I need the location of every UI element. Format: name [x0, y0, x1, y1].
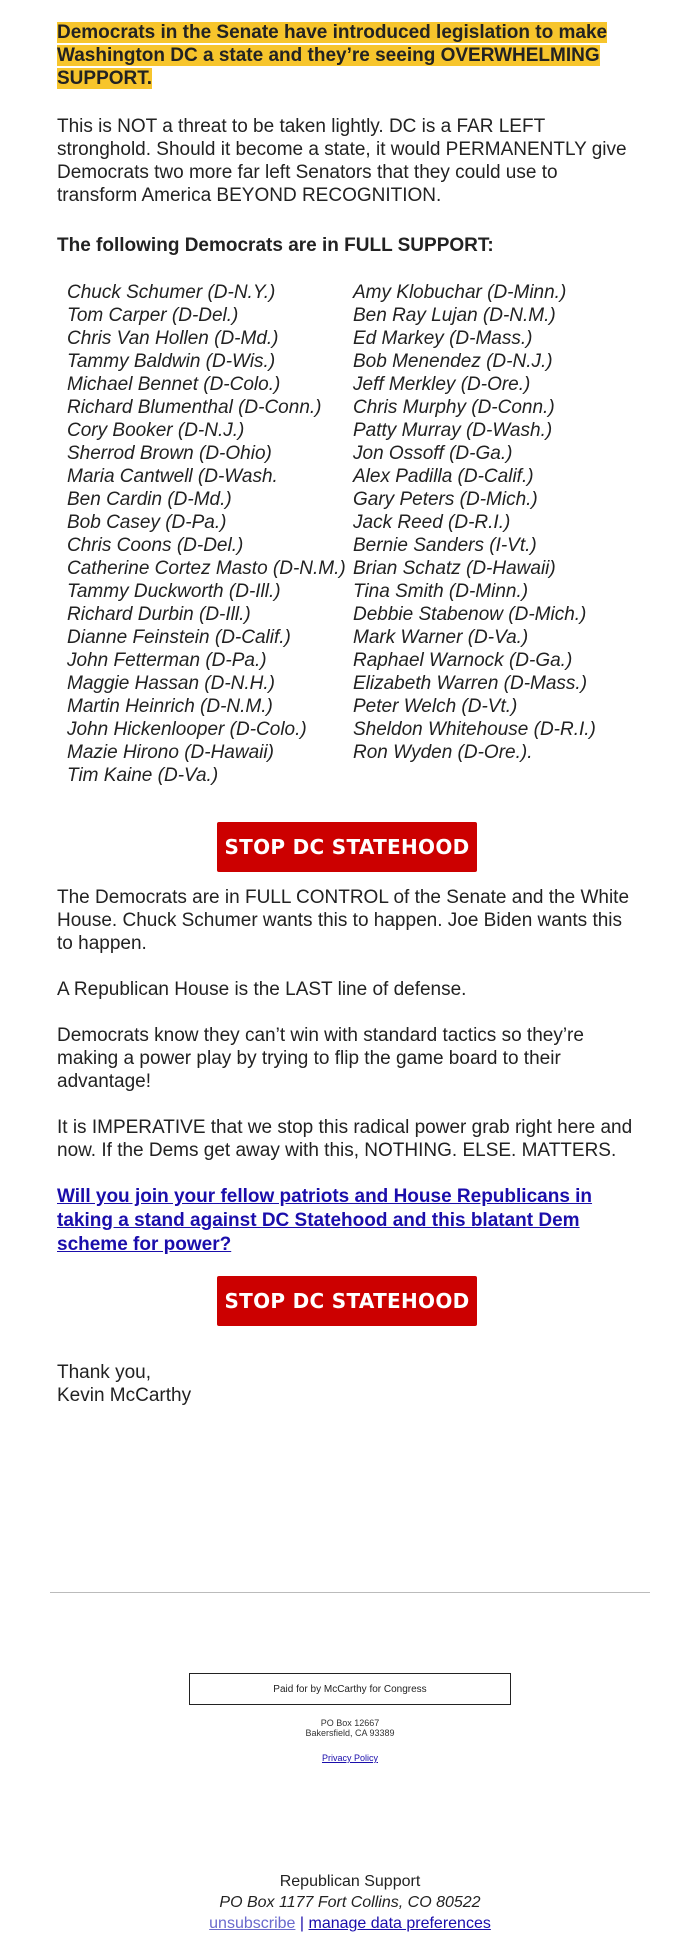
senator-item: Amy Klobuchar (D-Minn.)	[353, 282, 567, 303]
senator-item: Chris Van Hollen (D-Md.)	[67, 328, 279, 349]
manage-preferences-link[interactable]: manage data preferences	[308, 1915, 491, 1932]
body-paragraph: The Democrats are in FULL CONTROL of the Senate and the White House. Chuck Schumer wants this to happen. Joe Biden wants this to happen.	[57, 887, 630, 954]
senator-item: Sheldon Whitehouse (D-R.I.)	[353, 719, 596, 740]
body-paragraph: A Republican House is the LAST line of defense.	[57, 979, 467, 1000]
footer	[0, 1871, 700, 1934]
senator-item: Maria Cantwell (D-Wash.	[67, 466, 278, 487]
cta-link[interactable]: Will you join your fellow patriots and House Republicans in taking a stand against DC Statehood and this blatant Dem scheme for power?	[57, 1186, 593, 1255]
divider	[50, 1592, 650, 1593]
senator-item: Dianne Feinstein (D-Calif.)	[67, 627, 291, 648]
link-separator: |	[299, 1915, 305, 1932]
address-line: Bakersfield, CA 93389	[305, 1728, 395, 1738]
senator-item: Richard Blumenthal (D-Conn.)	[67, 397, 322, 418]
footer-org: Republican Support	[279, 1873, 421, 1890]
senator-item: Gary Peters (D-Mich.)	[353, 489, 538, 510]
senator-item: Martin Heinrich (D-N.M.)	[67, 696, 273, 717]
senator-item: Ed Markey (D-Mass.)	[353, 328, 533, 349]
list-heading: The following Democrats are in FULL SUPPORT:	[57, 235, 494, 256]
body-paragraph: Democrats know they can’t win with standard tactics so they’re making a power play by trying to flip the game board to their advantage!	[57, 1025, 584, 1092]
privacy-policy-link[interactable]: Privacy Policy	[321, 1753, 378, 1763]
senator-item: Tim Kaine (D-Va.)	[67, 765, 219, 786]
senator-item: Ben Cardin (D-Md.)	[67, 489, 232, 510]
senator-item: John Hickenlooper (D-Colo.)	[67, 719, 307, 740]
email-body	[57, 21, 637, 1407]
unsubscribe-link[interactable]: unsubscribe	[209, 1915, 296, 1932]
senator-item: Chris Murphy (D-Conn.)	[353, 397, 555, 418]
headline-text: Democrats in the Senate have introduced legislation to make Washington DC a state and they’re seeing OVERWHELMING SUPPORT.	[57, 22, 608, 89]
senator-item: Richard Durbin (D-Ill.)	[67, 604, 251, 625]
signoff: Thank you,	[57, 1362, 151, 1383]
senator-item: Chris Coons (D-Del.)	[67, 535, 244, 556]
senator-column-right	[353, 281, 633, 787]
paid-for-disclaimer: Paid for by McCarthy for Congress	[189, 1673, 511, 1705]
senator-item: Jon Ossoff (D-Ga.)	[353, 443, 513, 464]
senator-item: Mark Warner (D-Va.)	[353, 627, 529, 648]
senator-item: Ron Wyden (D-Ore.).	[353, 742, 533, 763]
senator-item: Patty Murray (D-Wash.)	[353, 420, 553, 441]
senator-item: Bob Menendez (D-N.J.)	[353, 351, 553, 372]
senator-item: Peter Welch (D-Vt.)	[353, 696, 518, 717]
senator-item: Sherrod Brown (D-Ohio)	[67, 443, 272, 464]
senator-item: Debbie Stabenow (D-Mich.)	[353, 604, 587, 625]
senator-item: Jeff Merkley (D-Ore.)	[353, 374, 531, 395]
mailing-address	[0, 1718, 700, 1738]
stop-dc-statehood-button-2[interactable]: STOP DC STATEHOOD	[217, 1276, 477, 1326]
senator-item: Tammy Duckworth (D-Ill.)	[67, 581, 281, 602]
signer-name: Kevin McCarthy	[57, 1385, 192, 1406]
senator-list	[57, 281, 637, 787]
senator-item: Jack Reed (D-R.I.)	[353, 512, 511, 533]
signature-block	[57, 1361, 637, 1407]
senator-item: Ben Ray Lujan (D-N.M.)	[353, 305, 556, 326]
senator-item: Chuck Schumer (D-N.Y.)	[67, 282, 276, 303]
senator-item: Brian Schatz (D-Hawaii)	[353, 558, 556, 579]
body-paragraph: It is IMPERATIVE that we stop this radical power grab right here and now. If the Dems get away with this, NOTHING. ELSE. MATTERS.	[57, 1117, 633, 1161]
senator-item: Tom Carper (D-Del.)	[67, 305, 239, 326]
senator-item: Elizabeth Warren (D-Mass.)	[353, 673, 588, 694]
senator-item: Bob Casey (D-Pa.)	[67, 512, 227, 533]
senator-item: Tina Smith (D-Minn.)	[353, 581, 529, 602]
footer-address: PO Box 1177 Fort Collins, CO 80522	[219, 1894, 481, 1911]
address-line: PO Box 12667	[320, 1718, 380, 1728]
senator-item: Raphael Warnock (D-Ga.)	[353, 650, 573, 671]
intro-paragraph: This is NOT a threat to be taken lightly. DC is a FAR LEFT stronghold. Should it become a state, it would PERMANENTLY give Democrats two more far left Senators that they could use to transform America BEYOND RECOGNITION.	[57, 116, 627, 206]
stop-dc-statehood-button[interactable]: STOP DC STATEHOOD	[217, 822, 477, 872]
senator-column-left	[67, 281, 353, 787]
senator-item: Cory Booker (D-N.J.)	[67, 420, 245, 441]
senator-item: Michael Bennet (D-Colo.)	[67, 374, 281, 395]
footer-links	[0, 1913, 700, 1934]
senator-item: Catherine Cortez Masto (D-N.M.)	[67, 558, 346, 579]
senator-item: Tammy Baldwin (D-Wis.)	[67, 351, 276, 372]
senator-item: Maggie Hassan (D-N.H.)	[67, 673, 275, 694]
senator-item: Alex Padilla (D-Calif.)	[353, 466, 534, 487]
headline	[57, 21, 637, 90]
senator-item: John Fetterman (D-Pa.)	[67, 650, 267, 671]
senator-item: Bernie Sanders (I-Vt.)	[353, 535, 537, 556]
senator-item: Mazie Hirono (D-Hawaii)	[67, 742, 274, 763]
